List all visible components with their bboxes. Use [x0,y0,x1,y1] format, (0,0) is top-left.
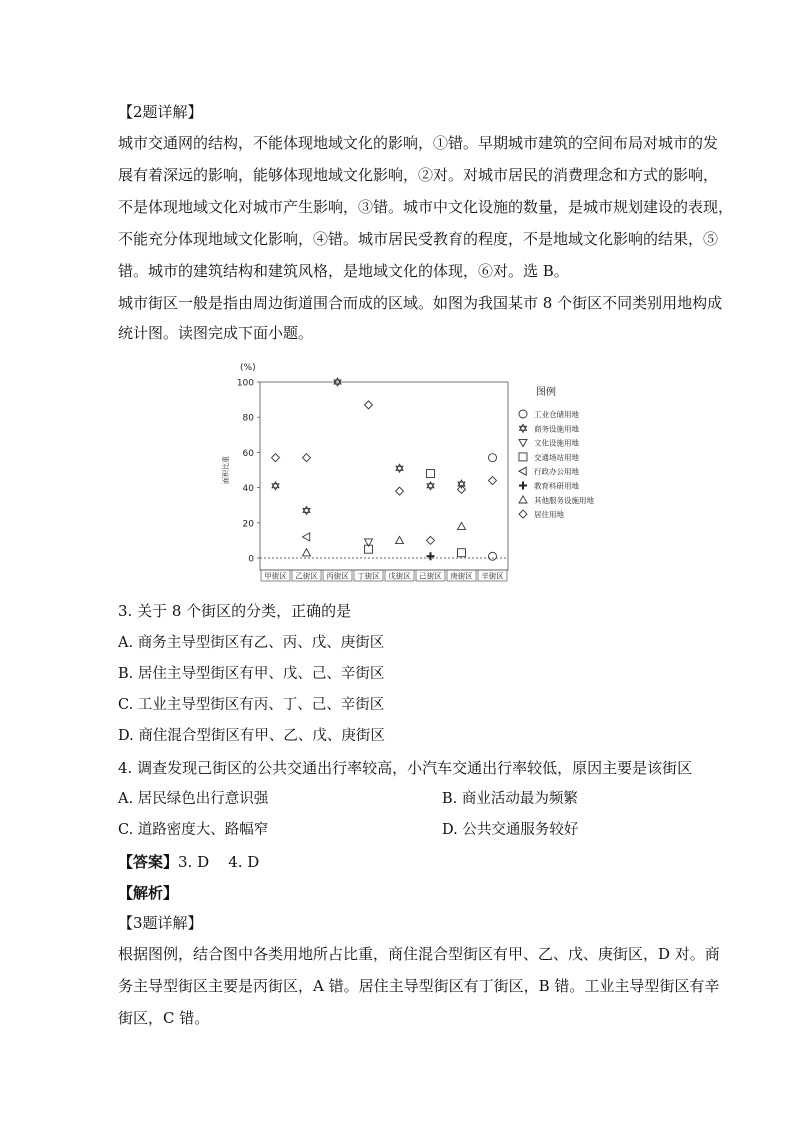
y-tick-label: 60 [242,448,254,459]
legend-label: 居住用地 [534,510,564,520]
paragraph-line: 务主导型街区主要是丙街区，A 错。居住主导型街区有丁街区，B 错。工业主导型街区有辛 [118,977,720,995]
x-category-label: 庚街区 [450,571,473,581]
data-point-transport [458,549,466,557]
analysis-label: 【解析】 [118,884,179,902]
diamond-marker [272,454,280,462]
question-4-stem: 4. 调查发现己街区的公共交通出行率较高，小汽车交通出行率较低，原因主要是该街区 [118,759,693,777]
q4-option-a: A. 居民绿色出行意识强 [118,791,269,807]
y-tick-label: 0 [248,554,254,565]
paragraph-line: 展有着深远的影响，能够体现地域文化影响，②对。对城市居民的消费理念和方式的影响， [118,166,719,184]
triangle-down-marker [519,439,527,446]
question-3-stem: 3. 关于 8 个街区的分类，正确的是 [118,602,352,620]
intro-line: 城市街区一般是指由周边街道围合而成的区域。如图为我国某市 8 个街区不同类别用地构成 [118,294,723,312]
data-point-commercial [427,482,434,490]
x-category-label: 丙街区 [326,571,349,581]
paragraph-line: 根据图例，结合图中各类用地所占比重，商住混合型街区有甲、乙、戊、庚街区，D 对。商 [118,945,720,963]
y-tick-label: 80 [242,413,254,424]
legend-symbol-industrial [519,410,527,418]
x-category-label: 己街区 [419,571,442,581]
legend-symbol-commercial [520,424,527,432]
data-point-residential [489,477,497,485]
diamond-marker [458,485,466,493]
data-point-residential [396,487,404,495]
data-point-services [458,522,466,529]
legend-title: 图例 [536,387,556,398]
triangle-up-marker [303,549,311,556]
q4-option-b: B. 商业活动最为频繁 [442,791,578,807]
diamond-marker [489,477,497,485]
legend-label: 商务设施用地 [534,424,579,434]
triangle-up-marker [458,522,466,529]
x-category-label: 辛街区 [481,571,504,581]
y-tick-label: 100 [236,378,254,389]
paragraph-line: 城市交通网的结构，不能体现地域文化的影响，①错。早期城市建筑的空间布局对城市的发 [118,134,719,152]
legend-symbol-residential [519,510,527,518]
x-category-label: 乙街区 [295,571,318,581]
x-category-label: 甲街区 [264,571,287,581]
square-marker [427,470,435,478]
diamond-marker [427,536,435,544]
legend-label: 工业仓储用地 [534,410,579,419]
data-point-commercial [272,482,279,490]
data-point-services [396,536,404,543]
square-marker [519,453,527,461]
diamond-marker [365,401,373,409]
x-category-label: 丁街区 [357,571,380,581]
legend-symbol-cultural [519,439,527,446]
legend-label: 行政办公用地 [534,467,579,477]
triangle-up-marker [519,496,527,503]
data-point-commercial [458,480,465,488]
data-point-residential [458,485,466,493]
y-axis-label: 面积比重 [222,456,230,484]
plot-frame [260,382,508,570]
triangle-left-marker [519,467,526,475]
paragraph-line: 不能充分体现地域文化影响，④错。城市居民受教育的程度，不是地域文化影响的结果，⑤ [118,230,719,248]
triangle-up-marker [396,536,404,543]
section3-heading: 【3题详解】 [118,914,203,932]
q3-option-a: A. 商务主导型街区有乙、丙、戊、庚街区 [118,635,385,651]
data-point-residential [427,536,435,544]
answer-label: 【答案】 [118,853,179,871]
legend-symbol-education [519,482,527,490]
legend-symbol-services [519,496,527,503]
legend-symbol-transport [519,453,527,461]
diamond-marker [396,487,404,495]
circle-marker [519,410,527,418]
data-point-admin [303,533,310,541]
data-point-residential [365,401,373,409]
diamond-marker [303,454,311,462]
y-tick-label: 20 [242,519,254,530]
data-point-industrial [489,454,497,462]
q4-option-d: D. 公共交通服务较好 [442,822,579,838]
data-point-commercial [303,506,310,514]
q3-option-b: B. 居住主导型街区有甲、戊、己、辛街区 [118,666,385,682]
q4-option-c: C. 道路密度大、路幅窄 [118,822,269,838]
y-tick-label: 40 [242,484,254,495]
y-unit-label: (%) [240,363,256,373]
circle-marker [489,454,497,462]
circle-marker [489,552,497,560]
x-category-label: 戊街区 [388,571,411,581]
legend-label: 文化设施用地 [534,438,579,448]
paragraph-line: 错。城市的建筑结构和建筑风格，是地域文化的体现，⑥对。选 B。 [118,262,569,280]
data-point-transport [427,470,435,478]
data-point-education [427,552,435,560]
legend-label: 交通场站用地 [534,452,579,462]
answer-text: 3. D 4. D [178,853,260,871]
q3-option-c: C. 工业主导型街区有丙、丁、己、辛街区 [118,697,385,713]
legend-symbol-admin [519,467,526,475]
data-point-services [303,549,311,556]
answer-line [118,852,678,872]
land-use-scatter-chart [220,355,620,585]
square-marker [458,549,466,557]
legend-label: 教育科研用地 [534,481,579,491]
triangle-left-marker [303,533,310,541]
data-point-commercial [396,464,403,472]
data-point-residential [272,454,280,462]
q3-option-d: D. 商住混合型街区有甲、乙、戊、庚街区 [118,728,385,744]
intro-line: 统计图。读图完成下面小题。 [118,324,314,342]
data-point-industrial [489,552,497,560]
data-point-residential [303,454,311,462]
diamond-marker [519,510,527,518]
paragraph-line: 街区，C 错。 [118,1009,210,1027]
paragraph-line: 不是体现地域文化对城市产生影响，③错。城市中文化设施的数量，是城市规划建设的表现， [118,198,734,216]
section2-heading: 【2题详解】 [118,103,203,121]
legend-label: 其他服务设施用地 [534,495,594,505]
